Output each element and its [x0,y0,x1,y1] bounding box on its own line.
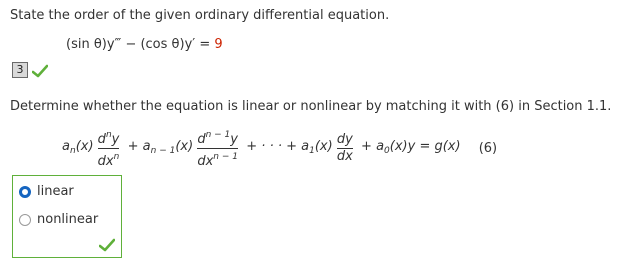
fraction-dn-1y-dxn-1: $\frac{d^{n - 1}y}{dx^{n - 1}}$ [197,130,238,169]
question-1-equation [66,37,223,52]
option-label: nonlinear [37,212,99,227]
linearity-choice-group [12,175,122,258]
question-2-prompt: Determine whether the equation is linear or nonlinear by matching it with (6) in Section 1.1. [10,99,612,114]
fraction-dny-dxn: $\frac{d^ny}{dx^n}$ [97,130,120,169]
radio-selected-icon[interactable] [19,186,31,198]
question-1-prompt: State the order of the given ordinary differential equation. [10,8,390,23]
fraction-dy-dx: $\frac{dy}{dx}$ [336,132,353,164]
equation-rhs: 9 [214,37,223,52]
checkmark-icon [32,63,48,82]
equation-6: $a_n(x)$ $\frac{d^ny}{dx^n}$ + $a_{n - 1}(x)$ $\frac{d^{n - 1}y}{dx^{n - 1}}$ + · · · + $a_1(x)$ $\frac{dy}{dx}$ + $a_0(x)y = g(x)$ (6) [62,130,498,169]
option-label: linear [37,184,74,199]
order-answer-field[interactable]: 3 [12,62,28,78]
option-linear[interactable] [19,184,74,199]
equation-number: (6) [478,140,498,156]
option-nonlinear[interactable] [19,212,98,227]
checkmark-icon [99,237,115,256]
equation-lhs: (sin θ)y‴ − (cos θ)y′ = [66,37,215,52]
radio-unselected-icon[interactable] [19,214,31,226]
